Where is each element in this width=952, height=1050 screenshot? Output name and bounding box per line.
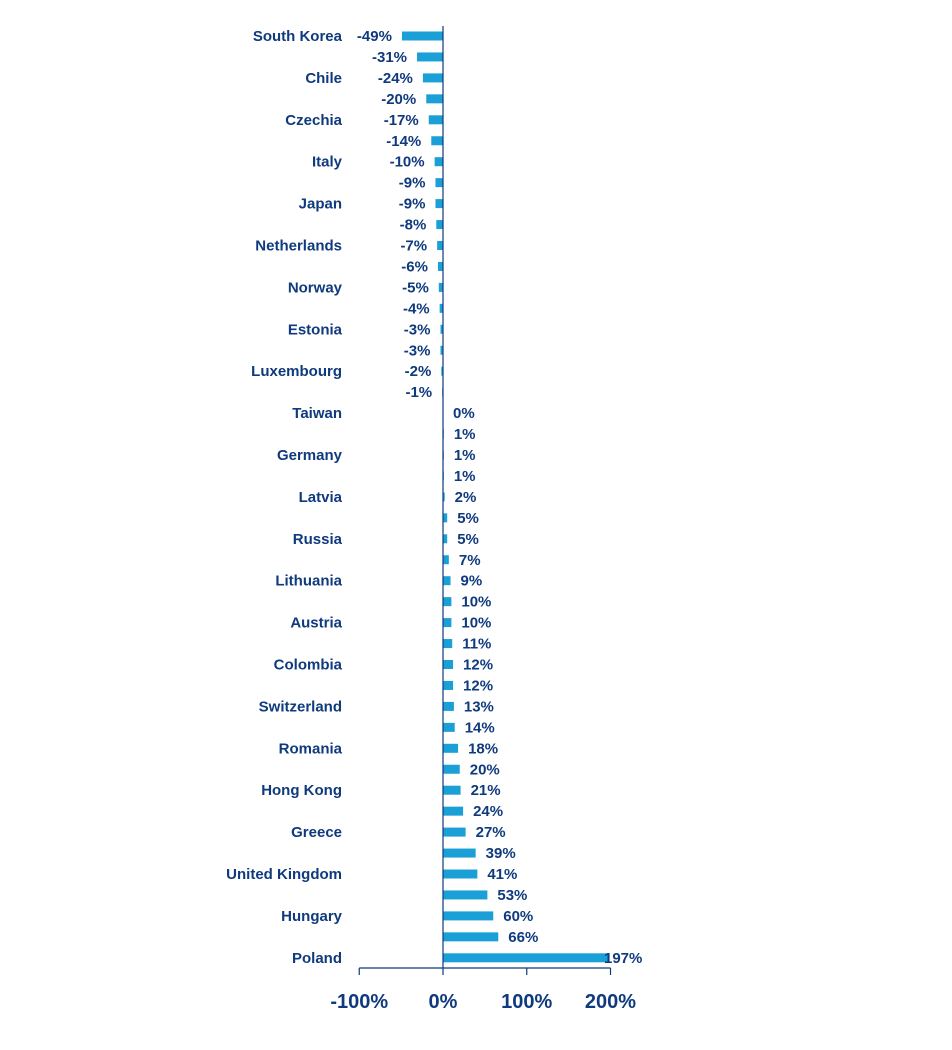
bar-value-label: 14% [464, 719, 495, 737]
bar-value-label: 5% [457, 530, 479, 548]
category-label: Lithuania [275, 572, 342, 590]
bar [429, 115, 443, 124]
bar-value-label: 11% [462, 635, 492, 653]
bar-value-label: 60% [503, 907, 534, 925]
bar [435, 157, 443, 166]
category-label: Colombia [273, 656, 342, 674]
bar-value-label: -3% [403, 342, 431, 360]
bar [443, 681, 453, 690]
bar-value-label: 21% [470, 782, 501, 800]
bar-value-label: 0% [453, 405, 475, 423]
category-label: Switzerland [258, 698, 342, 716]
bar-value-label: -1% [405, 384, 433, 402]
bar-value-label: 10% [461, 614, 492, 632]
bar-value-label: -8% [399, 216, 427, 234]
bar-value-label: -5% [402, 279, 429, 297]
bar [435, 199, 443, 208]
category-label: Germany [276, 447, 342, 464]
bar-value-label: 12% [463, 677, 494, 695]
category-label: Luxembourg [251, 363, 342, 381]
x-tick-label: 0% [428, 991, 458, 1013]
x-tick-label: -100% [330, 991, 389, 1013]
bar [443, 911, 493, 920]
bar-value-label: 20% [469, 761, 500, 779]
bar-value-label: 66% [508, 928, 539, 946]
category-label: Taiwan [292, 405, 342, 423]
bar [443, 849, 476, 858]
bar-value-label: -17% [383, 111, 419, 129]
bar [439, 283, 443, 292]
bar [431, 136, 443, 145]
category-label: Italy [311, 153, 342, 171]
bar-value-label: -49% [356, 28, 392, 45]
bar-value-label: 5% [457, 509, 479, 527]
category-label: Russia [292, 530, 342, 548]
category-label: Estonia [287, 321, 342, 339]
bar [438, 262, 443, 271]
category-label: Japan [298, 195, 342, 213]
category-label: Czechia [285, 111, 342, 129]
bar-value-label: -14% [386, 132, 422, 150]
category-label: Hong Kong [261, 782, 342, 800]
bar [417, 52, 443, 61]
bar-value-label: -3% [403, 321, 431, 339]
bar-value-label: 53% [497, 886, 528, 904]
bar [426, 94, 443, 103]
bar [443, 870, 477, 879]
bar [436, 220, 443, 229]
category-label: Netherlands [255, 237, 342, 255]
bar [443, 576, 451, 585]
bar [443, 555, 449, 564]
bar-value-label: -20% [381, 90, 417, 108]
category-label: Austria [290, 614, 342, 632]
x-tick-label: 100% [501, 991, 553, 1013]
bar-value-label: -24% [377, 69, 413, 87]
bar [443, 807, 463, 816]
bar [443, 765, 460, 774]
bar-value-label: 39% [485, 845, 516, 863]
bar-value-label: -7% [400, 237, 428, 255]
bar-value-label: 12% [463, 656, 494, 674]
bar-value-label: 18% [468, 740, 499, 758]
bar-value-label: 197% [603, 949, 643, 967]
category-label: Norway [287, 279, 342, 297]
category-label: United Kingdom [226, 866, 342, 883]
category-label: Greece [291, 824, 342, 842]
bar-value-label: 41% [487, 866, 518, 883]
bar-value-label: -10% [389, 153, 425, 171]
category-label: Hungary [281, 907, 342, 925]
bar [443, 723, 455, 732]
bar-value-label: 10% [461, 593, 492, 611]
bar [443, 597, 451, 606]
bar [437, 241, 443, 250]
category-label: Latvia [298, 488, 342, 506]
bar [443, 953, 608, 962]
category-label: Chile [305, 69, 342, 87]
bar-value-label: 1% [453, 447, 476, 464]
bar [443, 639, 452, 648]
bar [435, 178, 443, 187]
bar [443, 513, 447, 522]
category-label: Romania [278, 740, 342, 758]
bar [443, 534, 447, 543]
bar-value-label: 13% [463, 698, 494, 716]
bar-value-label: -31% [372, 48, 408, 66]
bar-value-label: -9% [398, 195, 426, 213]
bar [443, 660, 453, 669]
bar-value-label: -2% [404, 363, 432, 381]
category-label: South Korea [252, 28, 342, 45]
bar [443, 932, 498, 941]
bar [443, 744, 458, 753]
x-tick-label: 200% [584, 991, 637, 1013]
bar-value-label: -6% [401, 258, 428, 276]
bar-value-label: -9% [398, 174, 426, 192]
category-label: Poland [291, 949, 342, 967]
bar-value-label: 2% [454, 488, 477, 506]
bar [443, 828, 466, 837]
bar-value-label: 1% [453, 467, 476, 485]
bar-value-label: 27% [475, 824, 506, 842]
bar-value-label: 1% [453, 426, 476, 444]
bar [402, 32, 443, 41]
bar [443, 702, 454, 711]
bar [423, 73, 443, 82]
bar [443, 786, 461, 795]
bar-value-label: -4% [402, 300, 430, 318]
bar-value-label: 7% [458, 551, 481, 569]
bar [443, 618, 451, 627]
bar-value-label: 24% [473, 803, 504, 821]
bar [443, 890, 487, 899]
bar-value-label: 9% [460, 572, 483, 590]
